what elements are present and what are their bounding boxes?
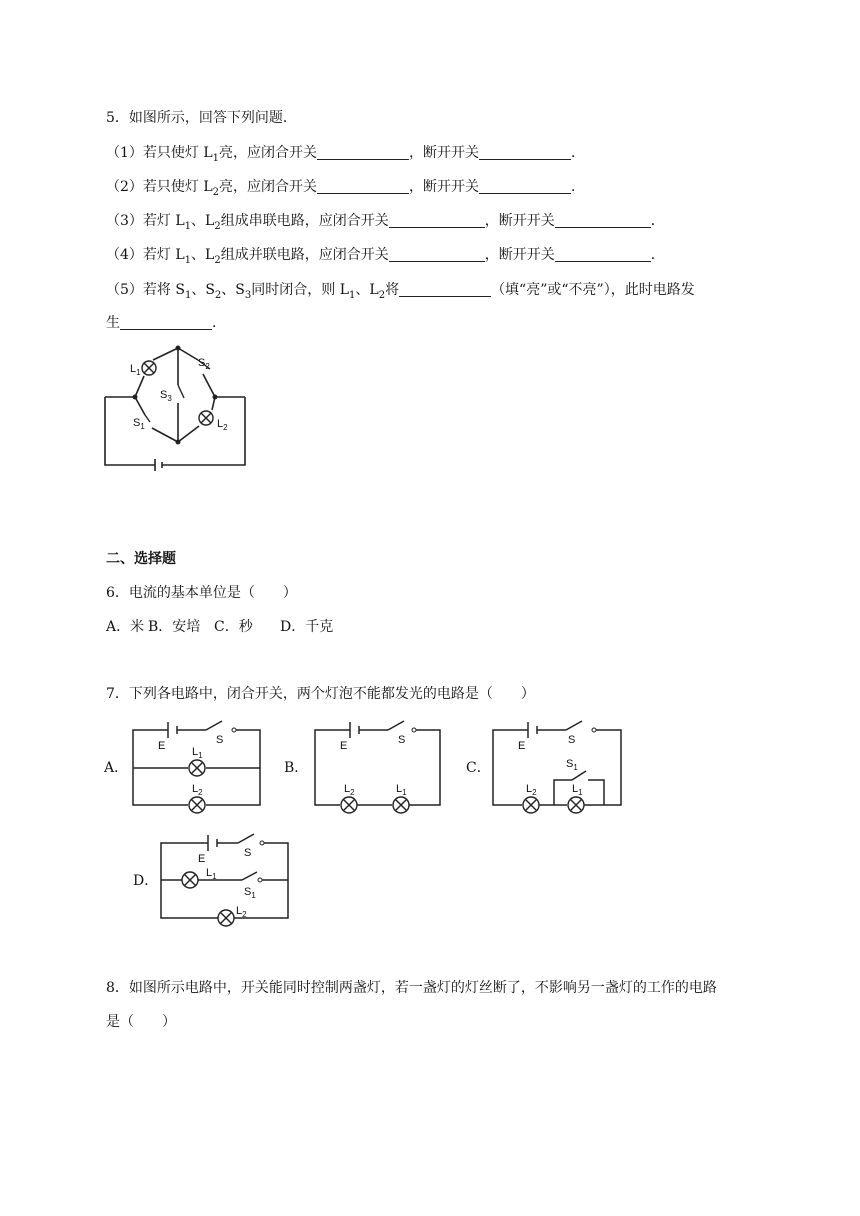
svg-text:S: S <box>398 734 406 746</box>
label-s2: $S_2$ <box>198 357 210 371</box>
q6-option-b[interactable]: B．安培 <box>148 619 201 635</box>
svg-text:S: S <box>568 734 576 746</box>
q6-option-c[interactable]: C．秒 <box>214 619 253 635</box>
svg-text:L2: $L_2$ <box>236 905 247 919</box>
q6-options <box>106 617 333 637</box>
svg-text:L1: $L_1$ <box>192 746 203 760</box>
svg-text:L1: $L_1$ <box>396 783 407 797</box>
label-s3: $S_3$ <box>160 389 172 403</box>
q5-item-5-cont: 生 ． <box>106 315 226 331</box>
label-l2: $L_2$ <box>217 418 228 432</box>
svg-text:L1: $L_1$ <box>206 867 217 881</box>
q7-option-b-label[interactable]: B． <box>284 760 309 776</box>
q5-item-3: （3）若灯 $L_1$、$L_2$组成串联电路，应闭合开关 ，断开开关 ． <box>106 213 665 232</box>
q7-option-a-label[interactable]: A． <box>104 760 129 776</box>
q6-option-a[interactable]: A．米 <box>106 619 145 635</box>
q7-option-c-label[interactable]: C． <box>466 760 491 776</box>
q5-stem: 5．如图所示，回答下列问题． <box>106 110 297 126</box>
label-s1: $S_1$ <box>133 417 145 431</box>
q5-item-1: （1）若只使灯 $L_1$亮，应闭合开关 ，断开开关 ． <box>106 145 586 164</box>
q5-item-2: （2）若只使灯 $L_2$亮，应闭合开关 ，断开开关 ． <box>106 179 586 198</box>
svg-text:S: S <box>216 734 224 746</box>
q5-item-5: （5）若将 $S_1$、$S_2$、$S_3$同时闭合，则 $L_1$、$L_2$将 （填“亮”或“不亮”），此时电路发 <box>106 282 695 301</box>
q6-stem: 6．电流的基本单位是（ ） <box>106 585 297 601</box>
svg-text:E: E <box>518 740 526 752</box>
svg-text:S1: $S_1$ <box>566 758 578 772</box>
answer-blank[interactable] <box>479 145 571 160</box>
answer-blank[interactable] <box>555 247 651 262</box>
q7-circuit-c <box>490 715 625 810</box>
q8-stem-line2: 是（ ） <box>106 1014 176 1030</box>
answer-blank[interactable] <box>317 179 409 194</box>
svg-text:L2: $L_2$ <box>344 783 355 797</box>
answer-blank[interactable] <box>120 315 212 330</box>
answer-blank[interactable] <box>479 179 571 194</box>
label-l1: $L_1$ <box>130 363 141 377</box>
q7-stem: 7．下列各电路中，闭合开关，两个灯泡不能都发光的电路是（ ） <box>106 686 535 702</box>
answer-blank[interactable] <box>555 213 651 228</box>
q6-option-d[interactable]: D．千克 <box>280 619 334 635</box>
svg-text:E: E <box>198 853 206 865</box>
lamp-l1-icon <box>142 361 156 375</box>
answer-blank[interactable] <box>389 213 485 228</box>
lamp-l2-icon <box>199 411 213 425</box>
svg-text:S: S <box>244 847 252 859</box>
q7-circuit-b <box>312 715 447 810</box>
q7-circuit-a <box>130 715 265 810</box>
q5-item-4: （4）若灯 $L_1$、$L_2$组成并联电路，应闭合开关 ，断开开关 ． <box>106 247 665 266</box>
svg-text:L2: $L_2$ <box>192 783 203 797</box>
answer-blank[interactable] <box>399 282 491 297</box>
svg-text:S1: $S_1$ <box>244 886 256 900</box>
section-title: 二、选择题 <box>106 551 176 567</box>
q8-stem-line1: 8．如图所示电路中，开关能同时控制两盏灯，若一盏灯的灯丝断了，不影响另一盏灯的工作的电路 <box>106 980 717 996</box>
q5-circuit-diagram <box>100 340 260 470</box>
svg-text:E: E <box>340 740 348 752</box>
q7-option-d-label[interactable]: D． <box>133 873 159 889</box>
answer-blank[interactable] <box>317 145 409 160</box>
q7-circuit-d <box>158 828 293 923</box>
svg-text:L1: $L_1$ <box>572 783 583 797</box>
svg-text:L2: $L_2$ <box>526 783 537 797</box>
svg-text:E: E <box>158 740 166 752</box>
answer-blank[interactable] <box>389 247 485 262</box>
